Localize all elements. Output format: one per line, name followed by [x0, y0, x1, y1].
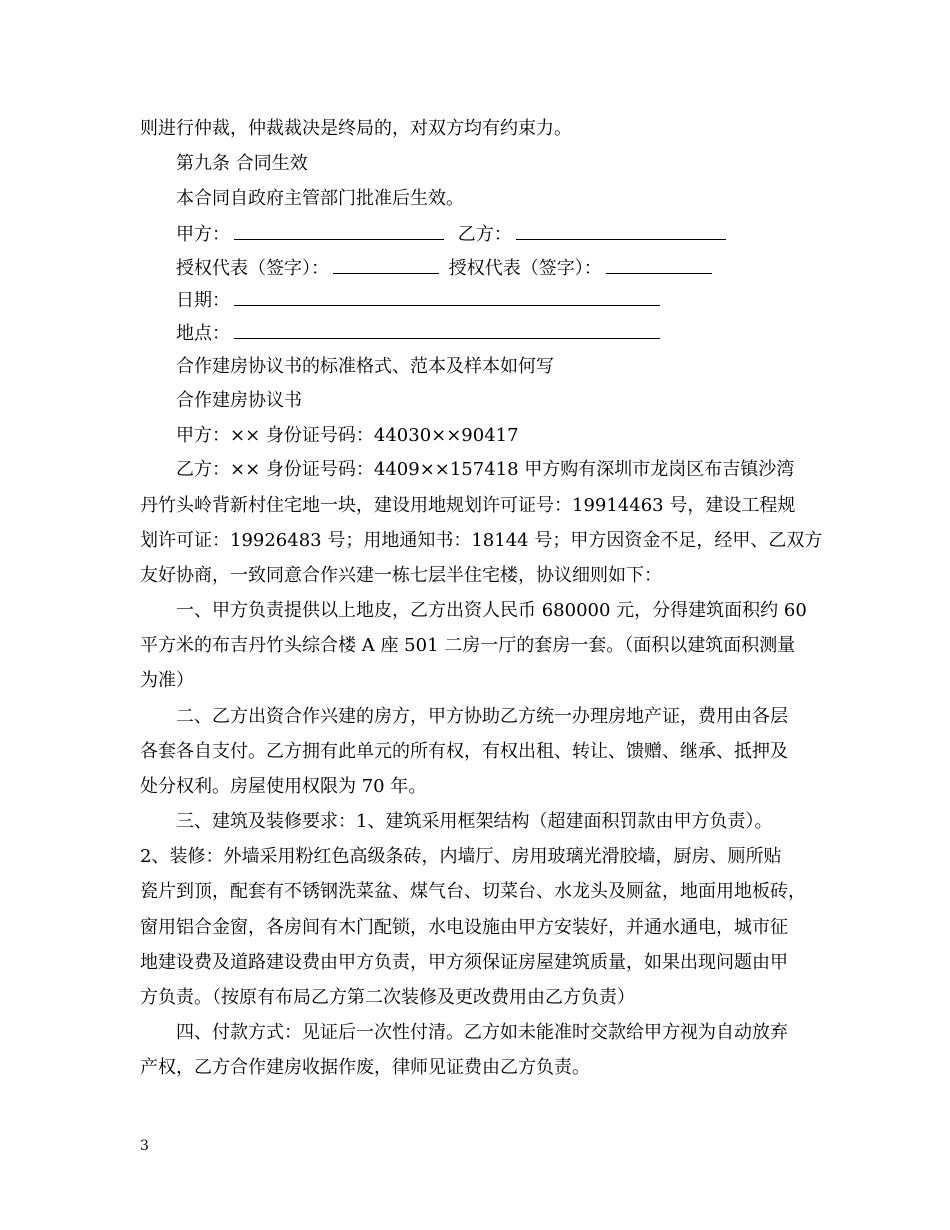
party-a-label: 甲方： [176, 224, 230, 245]
paragraph-line: 2、装修：外墙采用粉红色高级条砖，内墙厅、房用玻璃光滑胶墙，厨房、厕所贴 [140, 846, 782, 867]
rep-a-label: 授权代表（签字）： [176, 258, 329, 279]
section-heading: 合作建房协议书的标准格式、范本及样本如何写 [176, 356, 554, 377]
paragraph-line: 二、乙方出资合作兴建的房方，甲方协助乙方统一办理房地产证，费用由各层 [176, 706, 788, 727]
page-number: 3 [140, 1138, 149, 1154]
place-label: 地点： [176, 323, 230, 344]
paragraph-line: 各套各自支付。乙方拥有此单元的所有权，有权出租、转让、馈赠、继承、抵押及 [140, 741, 788, 762]
signature-row-date [176, 288, 664, 313]
party-a-blank [234, 222, 444, 240]
paragraph-line: 一、甲方负责提供以上地皮，乙方出资人民币 680000 元，分得建筑面积约 60 [176, 600, 807, 621]
paragraph-line: 地建设费及道路建设费由甲方负责，甲方须保证房屋建筑质量，如果出现问题由甲 [140, 952, 788, 973]
article-heading: 第九条 合同生效 [176, 153, 308, 174]
paragraph-line: 则进行仲裁，仲裁裁决是终局的，对双方均有约束力。 [140, 118, 572, 139]
paragraph-line: 丹竹头岭背新村住宅地一块，建设用地规划许可证号：19914463 号，建设工程规 [140, 495, 796, 516]
paragraph-line: 本合同自政府主管部门批准后生效。 [176, 188, 464, 209]
party-a-info: 甲方：×× 身份证号码：44030××90417 [176, 425, 519, 446]
rep-a-blank [333, 256, 439, 274]
paragraph-line: 友好协商，一致同意合作兴建一栋七层半住宅楼，协议细则如下： [140, 565, 662, 586]
paragraph-line: 四、付款方式：见证后一次性付清。乙方如未能准时交款给甲方视为自动放弃 [176, 1022, 788, 1043]
party-b-blank [516, 222, 726, 240]
paragraph-line: 处分权利。房屋使用权限为 70 年。 [140, 776, 427, 797]
place-blank [234, 321, 660, 339]
date-label: 日期： [176, 290, 230, 311]
date-blank [234, 288, 660, 306]
signature-row-parties [176, 222, 730, 247]
document-title: 合作建房协议书 [176, 390, 302, 411]
paragraph-line: 划许可证：19926483 号；用地通知书：18144 号；甲方因资金不足，经甲、乙双方 [140, 530, 823, 551]
paragraph-line: 窗用铝合金窗，各房间有木门配锁，水电设施由甲方安装好，并通水通电，城市征 [140, 917, 788, 938]
rep-b-label: 授权代表（签字）： [448, 258, 602, 279]
signature-row-reps [176, 256, 716, 281]
rep-b-blank [606, 256, 712, 274]
paragraph-line: 平方米的布吉丹竹头综合楼 A 座 501 二房一厅的套房一套。（面积以建筑面积测量 [140, 635, 796, 656]
paragraph-line: 为准） [140, 670, 194, 691]
paragraph-line: 瓷片到顶，配套有不锈钢洗菜盆、煤气台、切菜台、水龙头及厕盆，地面用地板砖， [140, 881, 806, 902]
signature-row-place [176, 321, 664, 346]
party-b-label: 乙方： [457, 224, 512, 245]
paragraph-line: 三、建筑及装修要求：1、建筑采用框架结构（超建面积罚款由甲方负责）。 [176, 811, 773, 832]
paragraph-line: 产权，乙方合作建房收据作废，律师见证费由乙方负责。 [140, 1057, 590, 1078]
paragraph-line: 方负责。（按原有布局乙方第二次装修及更改费用由乙方负责） [140, 987, 635, 1008]
paragraph-line: 乙方：×× 身份证号码：4409××157418 甲方购有深圳市龙岗区布吉镇沙湾 [176, 459, 795, 480]
